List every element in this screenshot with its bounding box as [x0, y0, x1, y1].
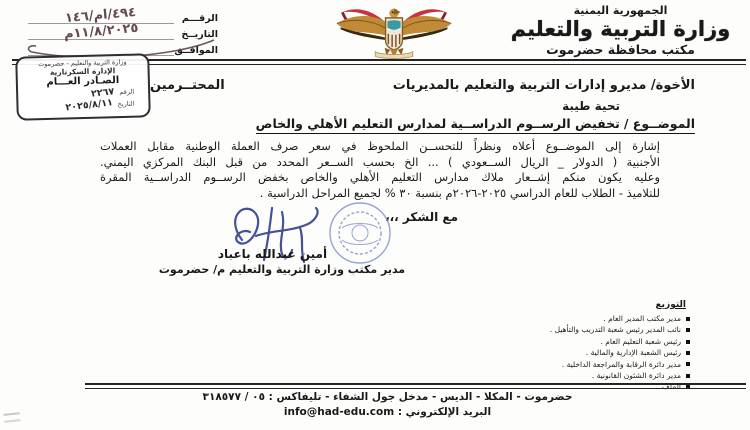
governorate-office: مكتب محافظة حضرموت — [546, 42, 695, 57]
stamp-title-line: الصـادر العـــام — [46, 75, 120, 88]
letter-body — [100, 139, 660, 201]
country-name: الجمهورية اليمنية — [573, 4, 668, 17]
distribution-item-text: الملف . — [657, 382, 681, 392]
distribution-item-text: رئيس شعبة التعليم العام . — [600, 336, 681, 346]
closing-text: مع الشكر ،،، — [385, 210, 458, 224]
distribution-item-text: رئيس الشعبة الإدارية والمالية . — [585, 348, 681, 358]
body-line-2: الأجنبية ( الدولار _ الريال الســعودي ) ... الخ بحسب الســعر المحدد من قبل البنك المركزي اليمني. — [100, 154, 660, 169]
distribution-item-text: مدير مكتب المدير العام . — [603, 314, 681, 323]
stamp-number-value: ٢٢٦٧ — [90, 85, 115, 100]
handwritten-date: ١١/٨/٢٠٢٥م — [63, 20, 139, 43]
addressee-line — [150, 78, 695, 93]
body-line-3: وعليه يكون منكم إشــعار ملاك مدارس التعليم الأهلي والخاص بخفض الرســوم الدراســية المقرة — [100, 170, 660, 184]
yemen-emblem-icon — [333, 2, 455, 60]
square-bullet-icon — [686, 317, 690, 321]
signer-title: مدير مكتب وزارة التربية والتعليم م/ حضرموت — [158, 263, 406, 276]
reference-date-line — [28, 20, 174, 43]
addressee-text: الأخوة/ مديرو إدارات التربية والتعليم بالمديريات — [392, 78, 695, 93]
stamp-date-row — [22, 97, 144, 112]
stamp-dept-line: الإدارة السكرتارية — [49, 66, 116, 77]
handwritten-number: ٤٩٤/ام/١٤٦ — [64, 4, 138, 27]
reference-date-row — [28, 20, 218, 43]
footer-contact — [120, 390, 655, 420]
square-bullet-icon — [686, 340, 690, 344]
stamp-org-line: وزارة التربية والتعليم - حضرموت — [38, 57, 127, 69]
body-line-4: للتلاميذ - الطلاب للعام الدراسي ٢٠٢٥-٢٠٢٦م بنسبة ٣٠ % لجميع المراحل الدراسية . — [259, 185, 660, 200]
signature-and-round-stamp — [212, 198, 412, 273]
list-item — [530, 347, 690, 358]
signer-name: أمين عبدالله باعباد — [217, 247, 328, 261]
list-item — [530, 313, 690, 324]
square-bullet-icon — [686, 351, 690, 355]
outgoing-stamp — [15, 53, 151, 120]
reference-date-label: التاريــخ — [181, 29, 218, 40]
subject-line — [256, 116, 695, 134]
reference-number-label: الرقـــم — [181, 13, 218, 24]
footer-divider — [85, 383, 746, 389]
list-item — [530, 359, 690, 370]
distribution-title: التوزيع — [655, 300, 686, 310]
list-item — [530, 336, 690, 347]
letterhead-right — [503, 4, 738, 57]
subject-label: الموضــوع / — [623, 116, 695, 131]
scan-artifact — [4, 412, 21, 423]
list-item — [530, 324, 690, 335]
distribution-list — [530, 300, 690, 393]
distribution-item-text: مدير دائرة الشئون القانونية . — [591, 371, 681, 381]
honorific-text: المحتــرمين — [150, 78, 225, 93]
list-item — [530, 370, 690, 381]
stamp-number-label: الرقم — [119, 87, 135, 97]
footer-email: البريد الإلكتروني : info@had-edu.com — [283, 406, 492, 418]
stamp-date-value: ٢٠٢٥/٨/١١ — [64, 96, 114, 114]
subject-text: تخفيض الرســوم الدراســية لمدارس التعليم الأهلي والخاص — [255, 116, 620, 131]
reference-block — [28, 4, 218, 56]
stamp-date-label: التاريخ — [117, 99, 135, 109]
distribution-item-text: مدير دائرة الرقابة والمراجعة الداخلية . — [561, 359, 681, 369]
square-bullet-icon — [686, 374, 690, 378]
ministry-name: وزارة التربية والتعليم — [510, 17, 731, 41]
square-bullet-icon — [686, 328, 690, 332]
distribution-item-text: نائب المدير رئيس شعبة التدريب والتأهيل . — [549, 325, 681, 335]
square-bullet-icon — [686, 362, 690, 366]
footer-address: حضرموت - المكلا - الديس - مدخل جول الشفاء - تليفاكس : ٠٥ / ٣١٨٥٧٧ — [202, 391, 573, 403]
greeting-text: تحية طيبة — [562, 99, 620, 113]
body-line-1: إشارة إلى الموضــوع أعلاه ونظراً للتحســن الملحوظ في سعر صرف العملة الوطنية مقابل العملات — [100, 139, 660, 153]
reference-corresponding-label: الموافــق — [174, 45, 218, 56]
